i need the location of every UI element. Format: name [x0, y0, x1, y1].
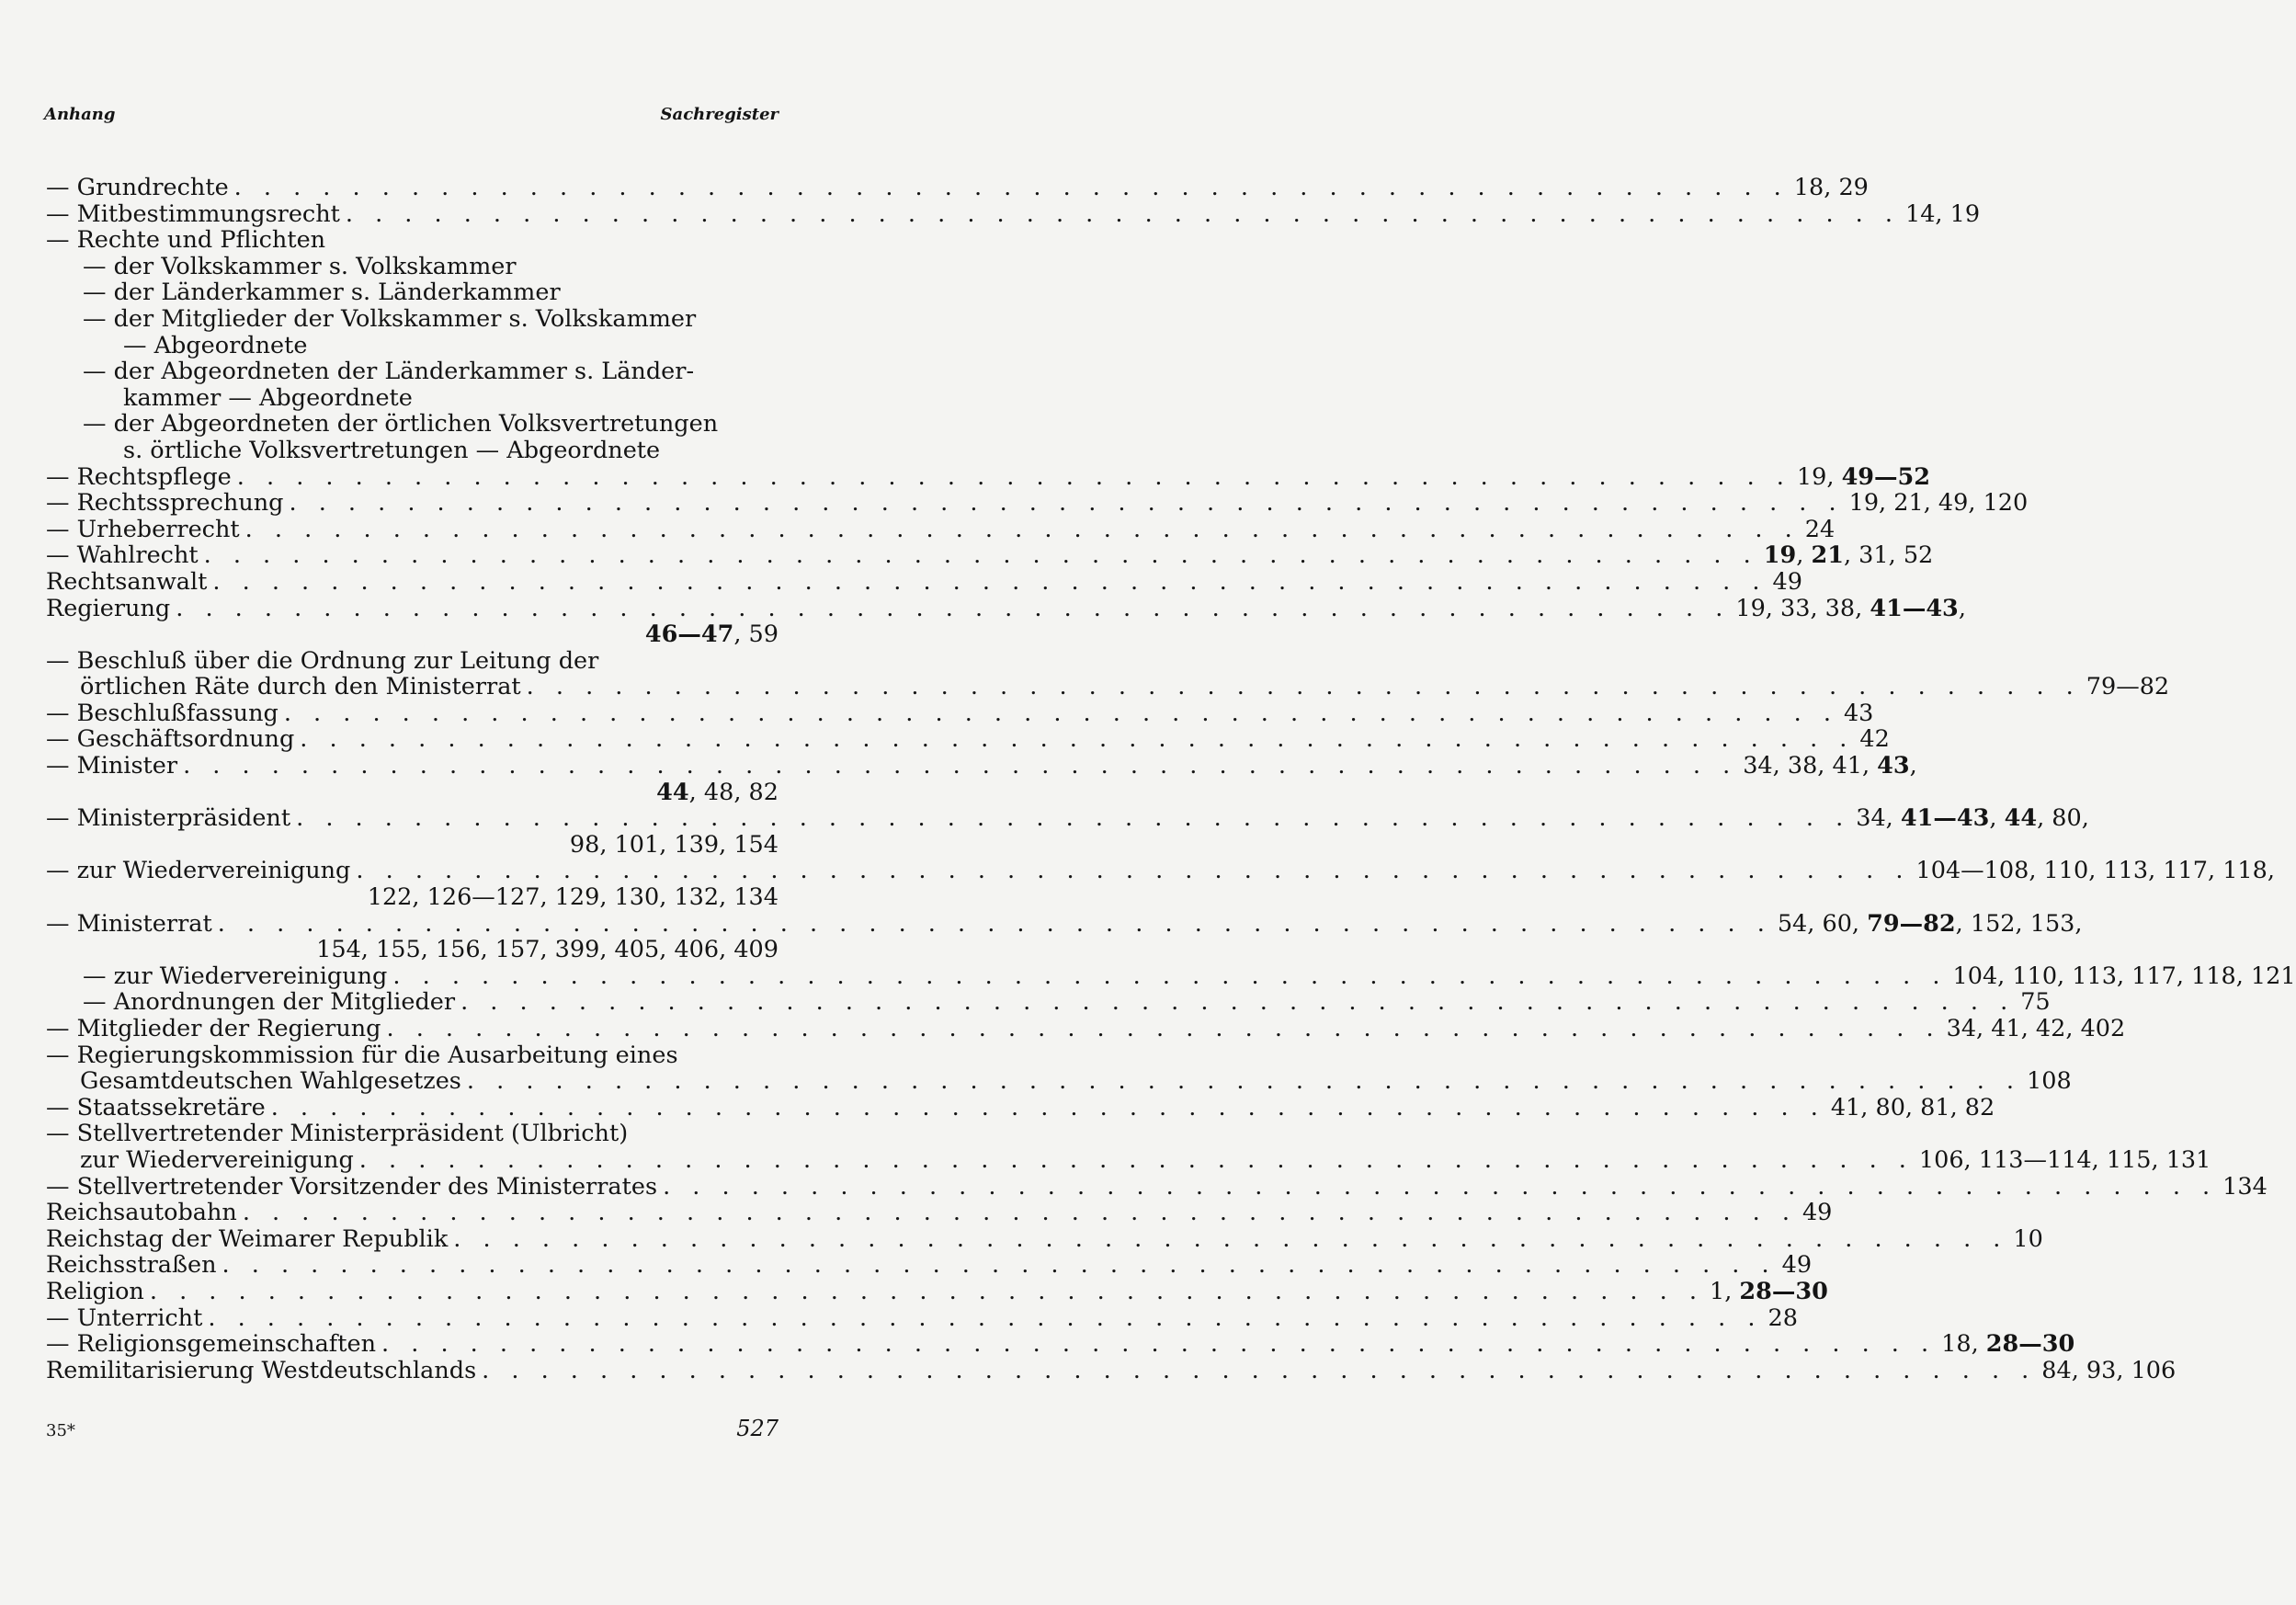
dot-leader: . . . . . . . . . . . . . . . . . . . . . . . . . . . . . . . . . . . . . . . . . . . . . . . . . . . . . — [358, 1145, 1914, 1174]
dot-leader: . . . . . . . . . . . . . . . . . . . . . . . . . . . . . . . . . . . . . . . . . . . . . . . . . . . . . — [244, 515, 1800, 543]
index-entry-continuation — [46, 673, 2170, 701]
entry-pages: 43 — [1843, 699, 1874, 727]
entry-pages — [1710, 1279, 1828, 1305]
dot-leader: . . . . . . . . . . . . . . . . . . . . . . . . . . . . . . . . . . . . . . . . . . . . . . . . . . . . . — [242, 1199, 1797, 1227]
entry-term: — Mitglieder der Regierung — [46, 1015, 381, 1042]
index-entry — [46, 725, 1890, 754]
dot-leader: . . . . . . . . . . . . . . . . . . . . . . . . . . . . . . . . . . . . . . . . . . . . . . . . . . . . . — [233, 174, 1789, 201]
index-subentry: — der Abgeordneten der Länderkammer s. Länder- — [83, 358, 695, 386]
index-entry — [46, 804, 2089, 833]
entry-term: — Rechtssprechung — [46, 489, 284, 518]
page-ref: , — [1989, 804, 2005, 833]
page-ref: , — [1796, 541, 1812, 570]
index-entry — [46, 1356, 2177, 1384]
entry-pages: 84, 93, 106 — [2041, 1356, 2177, 1384]
entry-term: — Mitbestimmungsrecht — [46, 199, 340, 228]
index-subentry: — der Abgeordneten der örtlichen Volksvertretungen — [83, 410, 719, 438]
page-ref: , 59 — [733, 620, 779, 649]
entry-pages: 79—82 — [2086, 673, 2170, 701]
dot-leader: . . . . . . . . . . . . . . . . . . . . . . . . . . . . . . . . . . . . . . . . . . . . . . . . . . . . . — [236, 462, 1791, 491]
entry-pages — [1743, 753, 1917, 780]
entry-term: Remilitarisierung Westdeutschlands — [46, 1356, 477, 1384]
index-entry — [46, 699, 1874, 727]
dot-leader: . . . . . . . . . . . . . . . . . . . . . . . . . . . . . . . . . . . . . . . . . . . . . . . . . . . . . — [212, 567, 1767, 596]
dot-leader: . . . . . . . . . . . . . . . . . . . . . . . . . . . . . . . . . . . . . . . . . . . . . . . . . . . . . — [176, 594, 1731, 622]
entry-pages: 18, 29 — [1793, 174, 1869, 201]
index-entry — [46, 1172, 2268, 1201]
index-entry — [46, 1224, 2043, 1253]
index-entry: — Regierungskommission für die Ausarbeitung eines — [46, 1041, 678, 1069]
entry-term: — Ministerpräsident — [46, 804, 291, 833]
entry-pages: 49 — [1781, 1251, 1813, 1280]
dot-leader: . . . . . . . . . . . . . . . . . . . . . . . . . . . . . . . . . . . . . . . . . . . . . . . . . . . . . — [482, 1356, 2037, 1384]
entry-term: zur Wiedervereinigung — [80, 1145, 354, 1174]
index-entry — [46, 567, 1802, 596]
page-ref: , 80, — [2037, 804, 2089, 833]
entry-term: — Unterricht — [46, 1303, 203, 1332]
entry-pages — [1735, 596, 1966, 622]
dot-leader: . . . . . . . . . . . . . . . . . . . . . . . . . . . . . . . . . . . . . . . . . . . . . . . . . . . . . — [208, 1303, 1763, 1332]
page-ref-bold: 21 — [1811, 541, 1844, 570]
dot-leader: . . . . . . . . . . . . . . . . . . . . . . . . . . . . . . . . . . . . . . . . . . . . . . . . . . . . . — [283, 699, 1838, 727]
entry-pages: 10 — [2013, 1224, 2043, 1253]
dot-leader: . . . . . . . . . . . . . . . . . . . . . . . . . . . . . . . . . . . . . . . . . . . . . . . . . . . . . — [300, 725, 1855, 754]
index-entry: — Stellvertretender Ministerpräsident (Ulbricht) — [46, 1120, 629, 1148]
page-number: 527 — [736, 1416, 779, 1441]
entry-term: — Wahlrecht — [46, 541, 199, 570]
entry-term: — Religionsgemeinschaften — [46, 1330, 377, 1359]
index-subentry — [46, 988, 2051, 1017]
index-entry — [46, 462, 1931, 491]
entry-term: — zur Wiedervereinigung — [46, 857, 351, 885]
index-entry-continuation — [46, 1145, 2211, 1174]
dot-leader: . . . . . . . . . . . . . . . . . . . . . . . . . . . . . . . . . . . . . . . . . . . . . . . . . . . . . — [663, 1172, 2218, 1201]
printer-signature: 35* — [46, 1421, 75, 1440]
dot-leader: . . . . . . . . . . . . . . . . . . . . . . . . . . . . . . . . . . . . . . . . . . . . . . . . . . . . . — [270, 1093, 1825, 1121]
entry-pages: 34, 41, 42, 402 — [1946, 1015, 2126, 1042]
entry-pages-continuation: 154, 155, 156, 157, 399, 405, 406, 409 — [316, 936, 779, 964]
entry-term: — Staatssekretäre — [46, 1093, 266, 1121]
page-ref: 19, — [1796, 462, 1842, 491]
index-subentry-continuation: kammer — Abgeordnete — [123, 383, 413, 412]
dot-leader: . . . . . . . . . . . . . . . . . . . . . . . . . . . . . . . . . . . . . . . . . . . . . . . . . . . . . — [183, 752, 1738, 780]
dot-leader: . . . . . . . . . . . . . . . . . . . . . . . . . . . . . . . . . . . . . . . . . . . . . . . . . . . . . — [356, 857, 1911, 885]
page-ref-bold: 41—43 — [1870, 594, 1959, 622]
index-entry — [46, 541, 1934, 570]
index-entry — [46, 594, 1966, 622]
dot-leader: . . . . . . . . . . . . . . . . . . . . . . . . . . . . . . . . . . . . . . . . . . . . . . . . . . . . . — [453, 1224, 2008, 1253]
index-entry — [46, 1277, 1828, 1305]
entry-term: — Ministerrat — [46, 909, 212, 938]
page-ref: , 152, 153, — [1955, 909, 2083, 938]
index-entry — [46, 1093, 1995, 1121]
entry-pages-continuation: 98, 101, 139, 154 — [569, 830, 779, 859]
subject-index — [46, 174, 2296, 1384]
index-entry — [46, 1330, 2075, 1359]
entry-pages: 134 — [2222, 1172, 2268, 1201]
index-entry — [46, 199, 1981, 228]
page-ref: 34, 38, 41, — [1743, 752, 1878, 780]
entry-term: — Geschäftsordnung — [46, 725, 295, 754]
page-ref-bold: 46—47 — [644, 620, 734, 649]
entry-term: — Rechtspflege — [46, 462, 232, 491]
entry-pages: 106, 113—114, 115, 131 — [1918, 1145, 2211, 1174]
index-entry-continuation — [46, 1067, 2072, 1096]
entry-term: Reichsstraßen — [46, 1251, 217, 1280]
dot-leader: . . . . . . . . . . . . . . . . . . . . . . . . . . . . . . . . . . . . . . . . . . . . . . . . . . . . . — [289, 489, 1844, 518]
dot-leader: . . . . . . . . . . . . . . . . . . . . . . . . . . . . . . . . . . . . . . . . . . . . . . . . . . . . . — [466, 1067, 2022, 1096]
running-head-right: Sachregister — [660, 105, 779, 124]
index-subentry: — der Volkskammer s. Volkskammer — [83, 252, 517, 280]
index-subentry: — der Länderkammer s. Länderkammer — [83, 279, 561, 307]
page-ref: , — [1958, 594, 1966, 622]
page-ref-bold: 44 — [2004, 804, 2038, 833]
entry-term: — zur Wiedervereinigung — [83, 962, 388, 990]
entry-pages: 41, 80, 81, 82 — [1830, 1093, 1995, 1121]
dot-leader: . . . . . . . . . . . . . . . . . . . . . . . . . . . . . . . . . . . . . . . . . . . . . . . . . . . . . — [203, 541, 1758, 570]
page-ref: , — [1909, 752, 1917, 780]
entry-pages: 24 — [1804, 515, 1836, 543]
index-subentry-continuation: — Abgeordnete — [123, 331, 308, 359]
page-ref-bold: 49—52 — [1841, 462, 1931, 491]
index-entry — [46, 515, 1836, 543]
entry-term: — Beschlußfassung — [46, 699, 278, 727]
entry-term: Reichsautobahn — [46, 1199, 237, 1227]
dot-leader: . . . . . . . . . . . . . . . . . . . . . . . . . . . . . . . . . . . . . . . . . . . . . . . . . . . . . — [149, 1277, 1704, 1305]
entry-term: — Urheberrecht — [46, 515, 240, 543]
entry-pages: 14, 19 — [1904, 199, 1981, 228]
entry-pages: 42 — [1859, 725, 1890, 754]
entry-pages: 49 — [1802, 1199, 1833, 1227]
page-ref-bold: 28—30 — [1985, 1330, 2075, 1359]
entry-pages-continuation: 122, 126—127, 129, 130, 132, 134 — [367, 883, 779, 912]
page-ref-bold: 44 — [656, 778, 689, 806]
index-entry — [46, 1015, 2126, 1042]
index-entry — [46, 857, 2275, 885]
page-ref: 18, — [1941, 1330, 1986, 1359]
index-subentry: — der Mitglieder der Volkskammer s. Volkskammer — [83, 304, 697, 333]
entry-term: — Anordnungen der Mitglieder — [83, 988, 456, 1017]
entry-term: — Grundrechte — [46, 174, 229, 201]
entry-term: Reichstag der Weimarer Republik — [46, 1224, 449, 1253]
dot-leader: . . . . . . . . . . . . . . . . . . . . . . . . . . . . . . . . . . . . . . . . . . . . . . . . . . . . . — [526, 673, 2081, 701]
index-entry: — Beschluß über die Ordnung zur Leitung der — [46, 646, 599, 675]
entry-pages — [1778, 911, 2083, 938]
page-footer — [46, 1416, 779, 1441]
dot-leader: . . . . . . . . . . . . . . . . . . . . . . . . . . . . . . . . . . . . . . . . . . . . . . . . . . . . . — [460, 988, 2016, 1017]
dot-leader: . . . . . . . . . . . . . . . . . . . . . . . . . . . . . . . . . . . . . . . . . . . . . . . . . . . . . — [381, 1330, 1937, 1359]
entry-term: Rechtsanwalt — [46, 567, 208, 596]
entry-pages: 75 — [2020, 988, 2051, 1017]
entry-pages-continuation — [46, 621, 779, 648]
index-entry — [46, 1251, 1813, 1280]
entry-pages — [1764, 542, 1934, 569]
index-entry — [46, 174, 1869, 201]
dot-leader: . . . . . . . . . . . . . . . . . . . . . . . . . . . . . . . . . . . . . . . . . . . . . . . . . . . . . — [296, 804, 1851, 833]
entry-pages-continuation — [46, 780, 779, 806]
entry-term: Gesamtdeutschen Wahlgesetzes — [80, 1067, 461, 1096]
index-entry — [46, 489, 2029, 518]
page-ref-bold: 43 — [1877, 752, 1910, 780]
page-ref: 34, — [1856, 804, 1901, 833]
entry-pages: 49 — [1772, 567, 1802, 596]
entry-pages: 108 — [2027, 1067, 2072, 1096]
page-ref: 54, 60, — [1777, 909, 1868, 938]
page-ref: , 31, 52 — [1843, 541, 1934, 570]
entry-term: — Minister — [46, 752, 178, 780]
index-subentry-continuation: s. örtliche Volksvertretungen — Abgeordnete — [123, 436, 661, 464]
entry-pages: 104, 110, 113, 117, 118, 121 — [1952, 962, 2296, 990]
entry-term: — Stellvertretender Vorsitzender des Ministerrates — [46, 1172, 658, 1201]
running-head — [44, 105, 779, 124]
dot-leader: . . . . . . . . . . . . . . . . . . . . . . . . . . . . . . . . . . . . . . . . . . . . . . . . . . . . . — [386, 1015, 1941, 1042]
entry-pages — [1856, 805, 2089, 832]
index-subentry — [46, 962, 2296, 990]
running-head-left: Anhang — [44, 105, 116, 124]
entry-pages: 28 — [1767, 1303, 1798, 1332]
entry-term: Religion — [46, 1277, 144, 1305]
index-entry — [46, 1303, 1798, 1332]
page-ref-bold: 28—30 — [1739, 1277, 1828, 1305]
index-entry — [46, 752, 1917, 780]
page-ref: 19, 33, 38, — [1735, 594, 1870, 622]
page-ref: , 48, 82 — [688, 778, 779, 806]
entry-pages — [1941, 1331, 2074, 1358]
dot-leader: . . . . . . . . . . . . . . . . . . . . . . . . . . . . . . . . . . . . . . . . . . . . . . . . . . . . . — [222, 1251, 1777, 1280]
dot-leader: . . . . . . . . . . . . . . . . . . . . . . . . . . . . . . . . . . . . . . . . . . . . . . . . . . . . . — [217, 909, 1772, 938]
dot-leader: . . . . . . . . . . . . . . . . . . . . . . . . . . . . . . . . . . . . . . . . . . . . . . . . . . . . . — [345, 199, 1900, 228]
entry-term: Regierung — [46, 594, 171, 622]
page-ref-bold: 41—43 — [1900, 804, 1990, 833]
entry-pages: 19, 21, 49, 120 — [1848, 489, 2029, 518]
dot-leader: . . . . . . . . . . . . . . . . . . . . . . . . . . . . . . . . . . . . . . . . . . . . . . . . . . . . . — [392, 962, 1948, 990]
index-entry — [46, 909, 2083, 938]
index-entry: — Rechte und Pflichten — [46, 226, 326, 255]
page-ref-bold: 19 — [1763, 541, 1797, 570]
page-ref: 1, — [1709, 1277, 1740, 1305]
entry-pages — [1797, 464, 1930, 491]
page-ref-bold: 79—82 — [1867, 909, 1956, 938]
entry-pages: 104—108, 110, 113, 117, 118, — [1915, 857, 2275, 885]
entry-term: örtlichen Räte durch den Ministerrat — [80, 673, 521, 701]
index-entry — [46, 1199, 1833, 1227]
